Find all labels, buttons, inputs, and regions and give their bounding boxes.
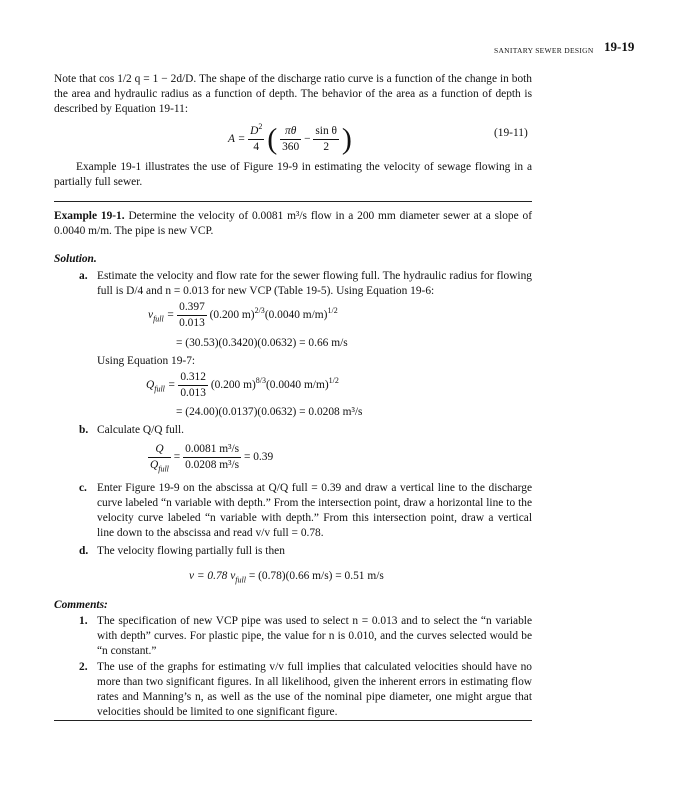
example-top-rule <box>54 201 532 202</box>
v-full-lhs: $v_{full}$ = <box>148 309 175 324</box>
page-number: 19-19 <box>604 39 635 54</box>
using-eq-19-7: Using Equation 19-7: <box>97 355 196 367</box>
ratio-num-left: Q <box>148 442 171 458</box>
eq-four: 4 <box>253 141 260 153</box>
comment-2-text: The use of the graphs for estimating v/v full implies that calculated velocities should have no more than two significant figures. In all likelihood, given the inherent errors in estimating flow rates and Manning’s n, as well as the use of the nominal pipe diameter, one might argue that velocities should be limited to one significant figure. <box>97 661 532 718</box>
v-full-result: = (30.53)(0.3420)(0.0632) = 0.66 m/s <box>176 337 348 349</box>
equation-ratio <box>148 442 273 473</box>
eq-minus: − <box>304 133 311 145</box>
q-den: 0.013 <box>180 387 206 399</box>
eq-close-paren: ) <box>341 122 352 156</box>
ratio-right-frac <box>183 442 241 473</box>
eq-sin-frac <box>313 124 339 155</box>
ratio-den-right: 0.0208 m³/s <box>185 459 240 471</box>
q-full-rhs: (0.200 m)$^{8/3}$(0.0040 m/m)$^{1/2}$ <box>210 376 339 391</box>
step-d-text: The velocity flowing partially full is then <box>97 545 285 557</box>
comments-label: Comments: <box>54 599 108 611</box>
example-statement <box>54 209 532 239</box>
equation-19-11 <box>228 124 352 155</box>
ratio-equals: = <box>173 451 181 463</box>
step-d-label: d. <box>79 545 89 557</box>
q-full-lhs: $Q_{full}$ = <box>146 379 176 394</box>
v-num: 0.397 <box>177 300 207 316</box>
comment-2-label: 2. <box>79 661 88 673</box>
step-a-text: Estimate the velocity and flow rate for the sewer flowing full. The hydraulic radius for flowing full is D/4 and n = 0.013 for new VCP (Table 19-5). Using Equation 19-6: <box>97 270 532 297</box>
step-c-label: c. <box>79 482 87 494</box>
example-bottom-rule <box>54 720 532 721</box>
eq-lhs: A = <box>228 133 246 145</box>
after-equation-paragraph: Example 19-1 illustrates the use of Figure 19-9 in estimating the velocity of sewage flowing in a partially full sewer. <box>54 161 532 188</box>
solution-label: Solution. <box>54 253 97 265</box>
eq-d2-over-4 <box>248 124 264 155</box>
step-c-text: Enter Figure 19-9 on the abscissa at Q/Q full = 0.39 and draw a vertical line to the discharge curve labeled “n variable with depth.” From the intersection point, draw a horizontal line to the velocity curve labeled “n variable with depth.” From this intersection point, draw a vertical line down to the abscissa and read v/v full = 0.78. <box>97 482 532 539</box>
eq-two: 2 <box>323 141 330 153</box>
eq-d-exp: 2 <box>258 122 263 132</box>
ratio-num-right: 0.0081 m³/s <box>183 442 241 458</box>
eq-pitheta-frac <box>280 124 301 155</box>
eq-open-paren: ( <box>267 122 278 156</box>
equation-v-full <box>148 300 338 331</box>
eq-sin: sin θ <box>313 124 339 140</box>
q-full-frac <box>178 370 208 401</box>
comment-1-label: 1. <box>79 615 88 627</box>
eq-d: D <box>250 125 259 137</box>
eq-360: 360 <box>282 141 300 153</box>
step-b-label: b. <box>79 424 89 436</box>
q-num: 0.312 <box>178 370 208 386</box>
eq-pitheta: πθ <box>280 124 301 140</box>
step-b-text: Calculate Q/Q full. <box>97 424 184 436</box>
ratio-result: = 0.39 <box>243 451 274 463</box>
v-full-rhs: (0.200 m)$^{2/3}$(0.0040 m/m)$^{1/2}$ <box>209 306 338 321</box>
q-full-result: = (24.00)(0.0137)(0.0632) = 0.0208 m³/s <box>176 406 363 418</box>
running-title: SANITARY SEWER DESIGN <box>494 46 594 55</box>
ratio-left-frac <box>148 442 171 473</box>
intro-paragraph: Note that cos 1/2 q = 1 − 2d/D. The shape of the discharge ratio curve is a function of the change in both the area and hydraulic radius as a function of depth. The behavior of the area as a function of depth is described by Equation 19-11: <box>54 73 532 115</box>
equation-v-partial: v = 0.78 $v_{full} = (0.78)(0.66$ m/s) = 0.51 m/s <box>189 570 384 585</box>
example-title: Example 19-1. <box>54 210 125 222</box>
comment-1-text: The specification of new VCP pipe was used to select n = 0.013 and to select the “n variable with depth” curves. For plastic pipe, the value for n is 0.010, and the curves selected would be “n constant.” <box>97 615 532 657</box>
ratio-den-left: $Q_{full}$ <box>150 459 169 474</box>
equation-number: (19-11) <box>494 127 528 139</box>
equation-q-full <box>146 370 339 401</box>
step-a-label: a. <box>79 270 88 282</box>
v-full-frac <box>177 300 207 331</box>
v-den: 0.013 <box>179 317 205 329</box>
example-text: Determine the velocity of 0.0081 m³/s flow in a 200 mm diameter sewer at a slope of 0.0040 m/m. The pipe is new VCP. <box>54 210 533 237</box>
